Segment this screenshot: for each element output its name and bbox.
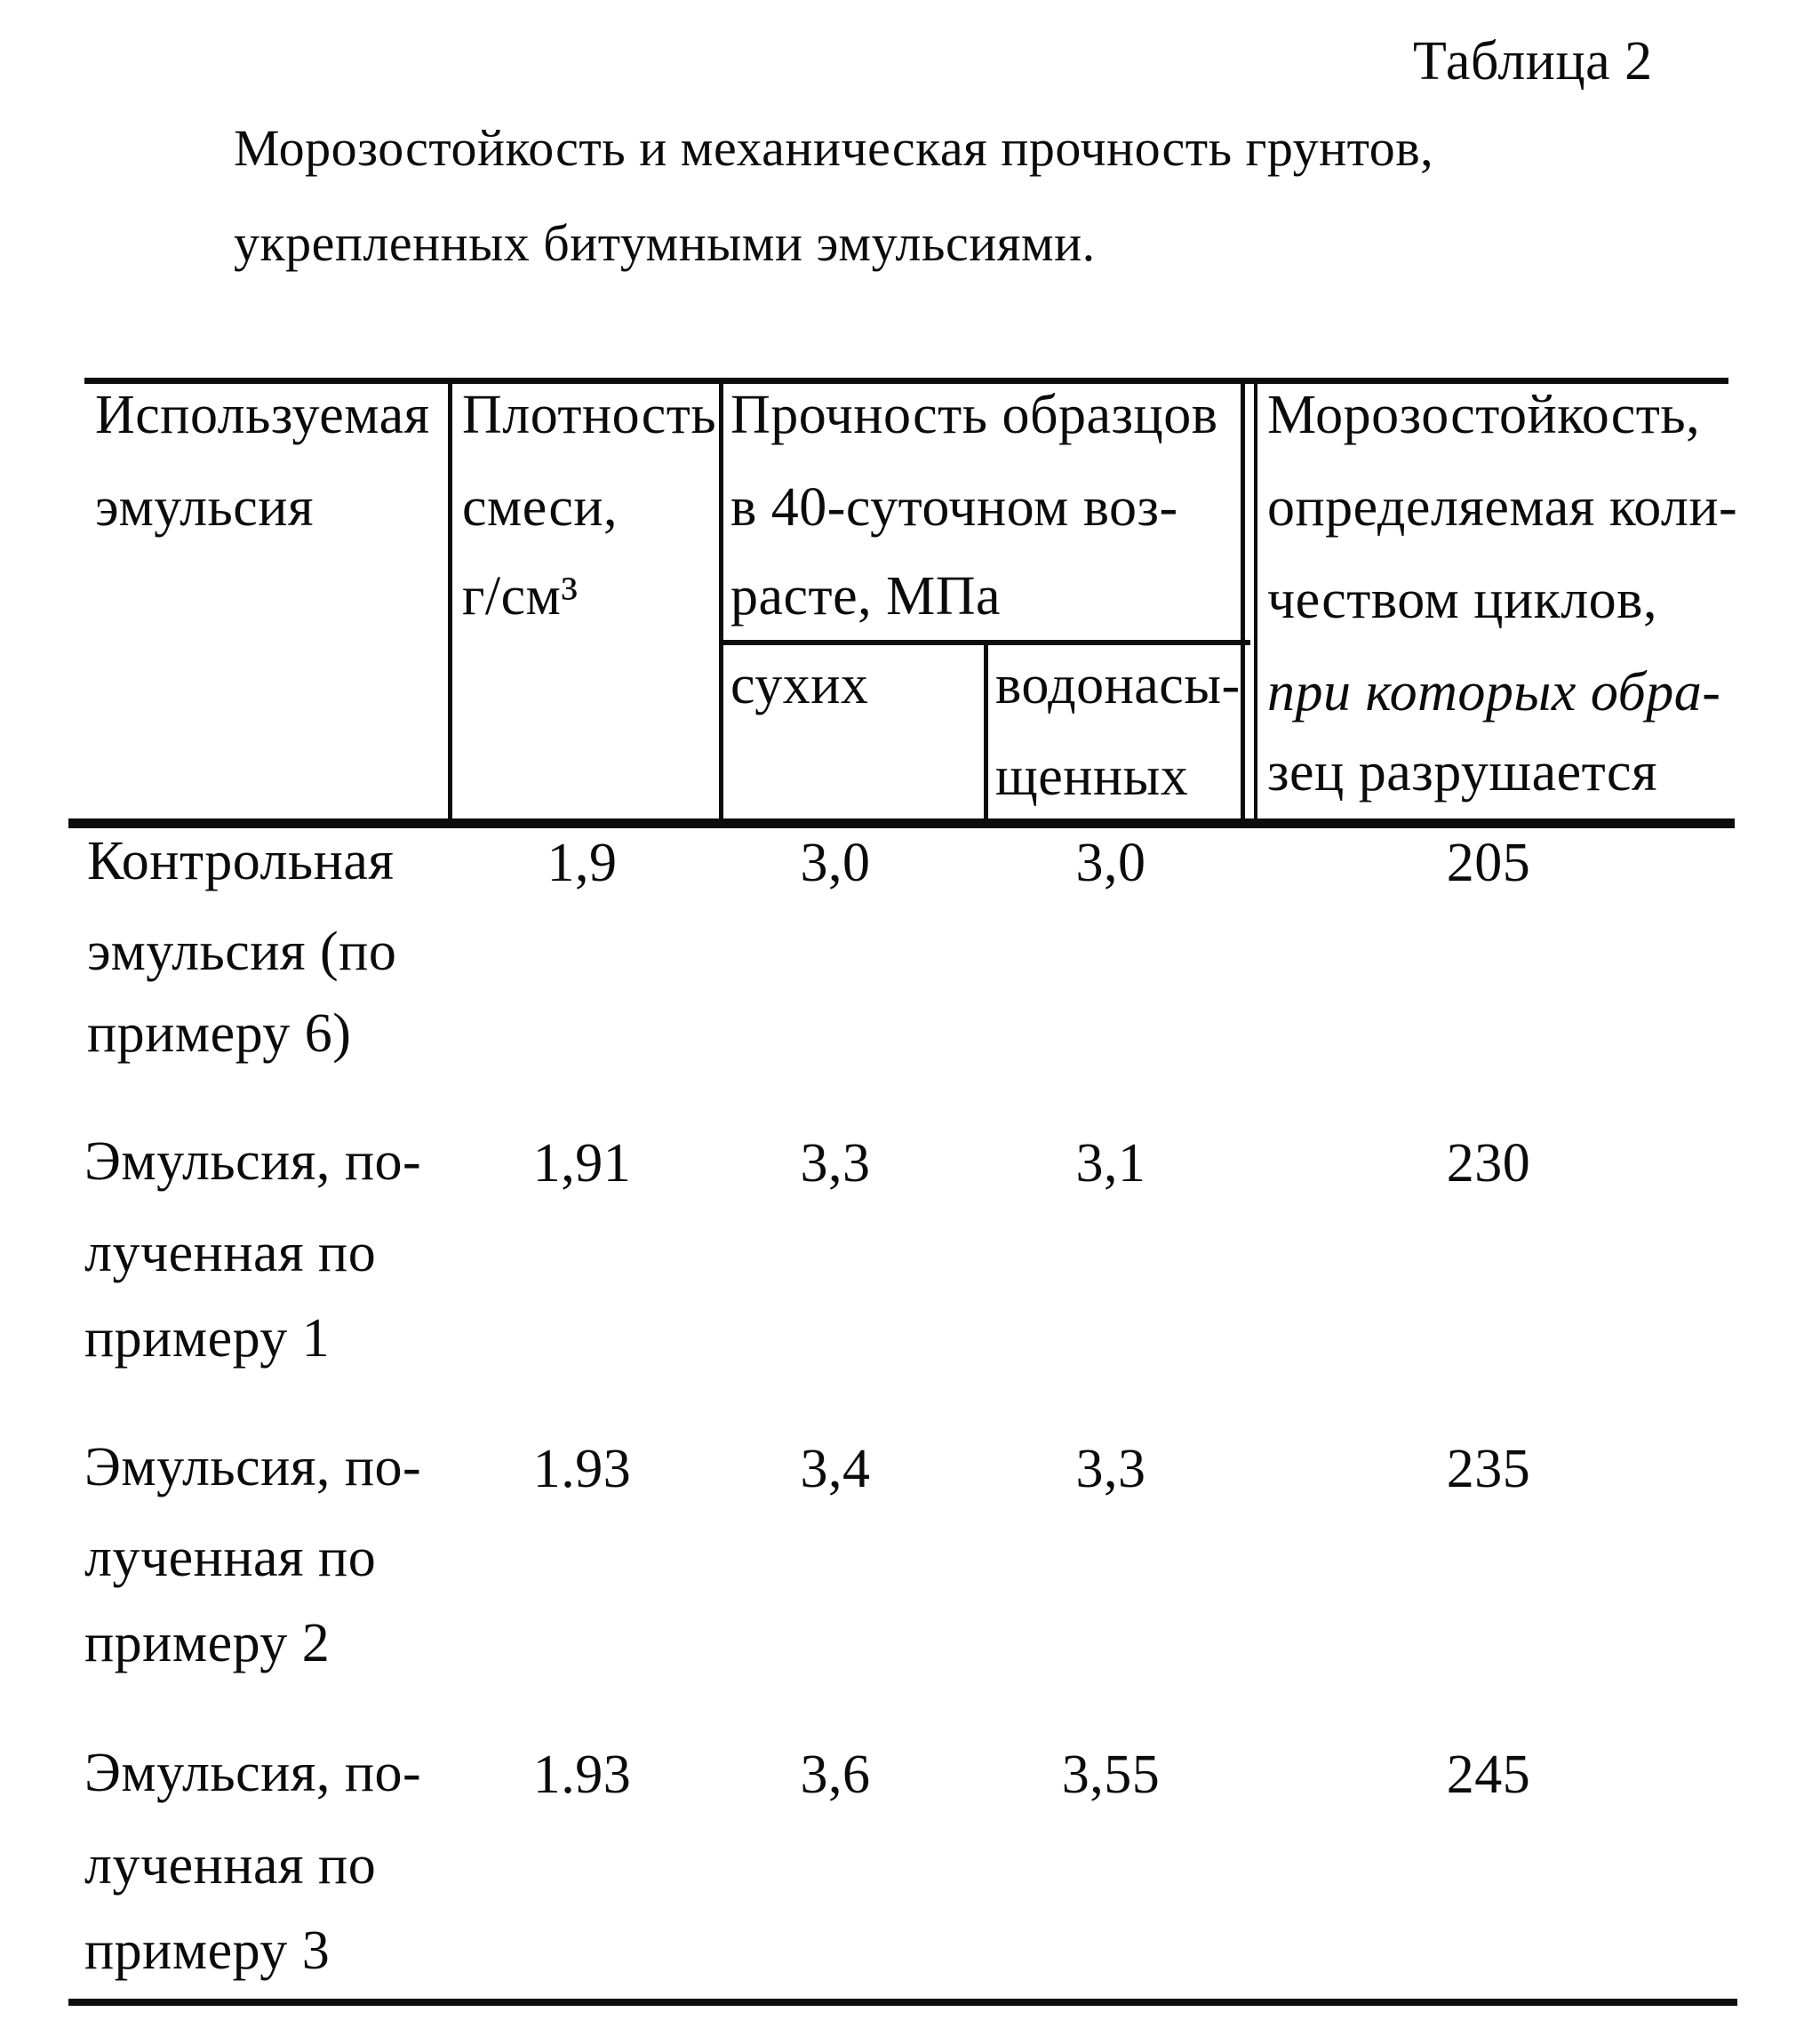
row-label-line: лученная по [84, 1223, 377, 1283]
cell-dry-strength: 3,3 [800, 1133, 871, 1194]
cell-frost-cycles: 230 [1446, 1133, 1531, 1194]
table-bottom-border [68, 1999, 1737, 2006]
header-frost-line: зец разрушается [1267, 742, 1658, 802]
cell-dry-strength: 3,4 [800, 1439, 871, 1499]
header-density-line: г/см³ [462, 566, 579, 627]
cell-wet-strength: 3,3 [1075, 1439, 1146, 1499]
row-label-line: Эмульсия, по- [84, 1131, 422, 1192]
row-label-line: примеру 6) [87, 1003, 352, 1064]
subheader-water-saturated-line: щенных [995, 747, 1189, 807]
cell-wet-strength: 3,0 [1075, 833, 1146, 893]
table-vertical-rule-3b [1254, 378, 1257, 824]
header-frost-line: Морозостойкость, [1267, 385, 1701, 445]
header-strength-line: расте, МПа [730, 566, 1002, 627]
table-vertical-rule-1 [448, 378, 452, 824]
header-density-line: смеси, [462, 477, 619, 538]
header-density-line: Плотность [462, 385, 717, 445]
header-emulsion-line: эмульсия [95, 477, 315, 538]
row-label-line: Эмульсия, по- [84, 1437, 422, 1497]
table-top-border [84, 378, 1728, 384]
header-emulsion-line: Используемая [95, 385, 430, 445]
table-caption: Таблица 2 [1413, 31, 1653, 92]
cell-dry-strength: 3,6 [800, 1745, 871, 1805]
document-title-line-2: укрепленных битумными эмульсиями. [234, 214, 1096, 272]
subheader-water-saturated-line: водонасы- [995, 655, 1241, 715]
row-label-line: лученная по [84, 1835, 377, 1896]
header-frost-line: при которых обра- [1267, 662, 1721, 723]
document-title-line-1: Морозостойкость и механическая прочность грунтов, [234, 119, 1434, 177]
cell-dry-strength: 3,0 [800, 833, 871, 893]
cell-frost-cycles: 245 [1446, 1745, 1531, 1805]
row-label-line: Контрольная [87, 831, 395, 891]
cell-frost-cycles: 205 [1446, 833, 1531, 893]
cell-density: 1.93 [532, 1745, 632, 1805]
table-vertical-rule-sub [984, 640, 988, 824]
row-label-line: примеру 2 [84, 1613, 331, 1673]
cell-density: 1,9 [547, 833, 618, 893]
table-header-separator [68, 818, 1735, 828]
row-label-line: примеру 3 [84, 1920, 331, 1981]
row-label-line: эмульсия (по [87, 922, 397, 982]
cell-wet-strength: 3,55 [1061, 1745, 1161, 1805]
row-label-line: Эмульсия, по- [84, 1743, 422, 1803]
header-frost-line: определяемая коли- [1267, 477, 1738, 538]
header-strength-line: в 40-суточном воз- [730, 477, 1178, 538]
header-frost-line: чеством циклов, [1267, 570, 1657, 630]
row-label-line: лученная по [84, 1528, 377, 1588]
table-vertical-rule-3a [1241, 378, 1245, 824]
cell-density: 1,91 [532, 1133, 632, 1194]
header-strength-line: Прочность образцов [730, 385, 1218, 445]
cell-frost-cycles: 235 [1446, 1439, 1531, 1499]
cell-density: 1.93 [532, 1439, 632, 1499]
subheader-dry: сухих [730, 655, 869, 715]
table-vertical-rule-2 [719, 378, 723, 824]
row-label-line: примеру 1 [84, 1308, 331, 1369]
cell-wet-strength: 3,1 [1075, 1133, 1146, 1194]
